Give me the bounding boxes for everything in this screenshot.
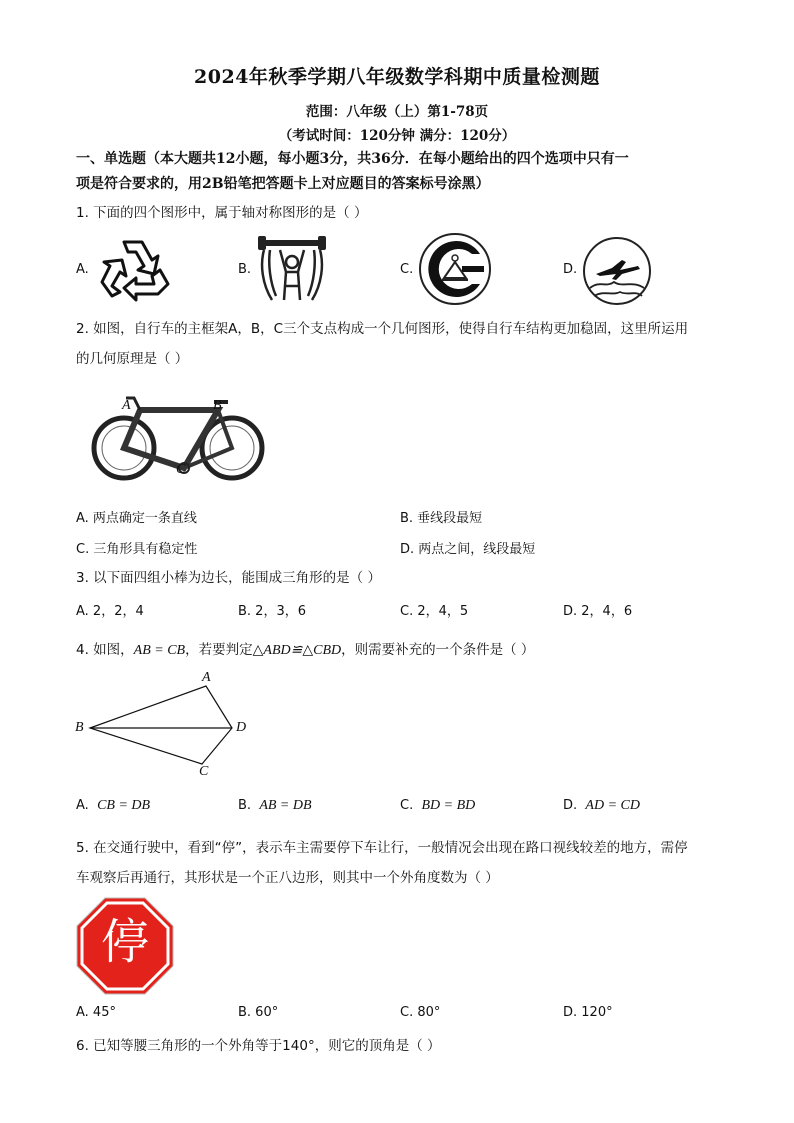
q2-option-b[interactable]: B. 垂线段最短 xyxy=(400,511,483,526)
q5-option-b[interactable]: B. 60° xyxy=(238,1005,279,1020)
exam-time-score: （考试时间：120分钟 满分：120分） xyxy=(278,128,516,144)
q4-option-d-letter: D. xyxy=(563,798,578,813)
recycle-icon xyxy=(94,234,174,304)
q4-stem-post: ，则需要补充的一个条件是（ ） xyxy=(341,642,535,658)
q2-option-d[interactable]: D. 两点之间，线段最短 xyxy=(400,542,536,557)
kite-point-d: D xyxy=(236,720,247,735)
exam-title: 2024年秋季学期八年级数学科期中质量检测题 xyxy=(194,66,600,88)
q2-option-a[interactable]: A. 两点确定一条直线 xyxy=(76,511,197,526)
section-heading-line2: 项是符合要求的，用2B铅笔把答题卡上对应题目的答案标号涂黑） xyxy=(76,176,490,192)
q4-option-a-expr: CB = DB xyxy=(97,798,151,813)
weightlifter-icon xyxy=(256,234,328,306)
q5-stem-line1: 5. 在交通行驶中，看到“停”，表示车主需要停下车让行，一般情况会出现在路口视线较差的地方，需停 xyxy=(76,840,688,856)
kite-point-a: A xyxy=(202,670,211,685)
q4-stem-pre: 4. 如图， xyxy=(76,642,134,658)
question-4-stem xyxy=(76,635,726,666)
q5-option-d[interactable]: D. 120° xyxy=(563,1005,613,1020)
q4-option-d-expr: AD = CD xyxy=(585,798,640,813)
q4-condition: AB = CB xyxy=(133,643,186,658)
q5-option-a[interactable]: A. 45° xyxy=(76,1005,116,1020)
airplane-icon xyxy=(582,236,652,306)
q5-option-c[interactable]: C. 80° xyxy=(400,1005,441,1020)
question-6-stem: 6. 已知等腰三角形的一个外角等于140°，则它的顶角是（ ） xyxy=(76,1038,441,1054)
q4-option-c-letter: C. xyxy=(400,798,414,813)
q4-option-b-expr: AB = DB xyxy=(259,798,312,813)
kite-point-c: C xyxy=(199,764,209,779)
question-1-stem: 1. 下面的四个图形中，属于轴对称图形的是（ ） xyxy=(76,205,368,221)
q5-stem-line2: 车观察后再通行，其形状是一个正八边形，则其中一个外角度数为（ ） xyxy=(76,870,499,886)
q2-stem-line1: 2. 如图，自行车的主框架A，B，C三个支点构成一个几何图形，使得自行车结构更加稳固，这里所运用 xyxy=(76,321,689,337)
q3-option-d[interactable]: D. 2，4，6 xyxy=(563,604,633,619)
q4-congruence: △ABD≌△CBD xyxy=(252,643,342,658)
q1-option-b-label[interactable]: B. xyxy=(238,262,252,277)
q1-option-a-label[interactable]: A. xyxy=(76,262,89,277)
q4-option-c-expr: BD = BD xyxy=(421,798,476,813)
q1-option-c-label[interactable]: C. xyxy=(400,262,414,277)
q4-option-a[interactable] xyxy=(76,798,150,814)
q3-option-b[interactable]: B. 2，3，6 xyxy=(238,604,306,619)
bike-point-b: B xyxy=(213,398,222,413)
bike-point-c: C xyxy=(176,462,186,477)
q4-option-c[interactable] xyxy=(400,798,475,814)
stop-sign-text: 停 xyxy=(100,914,149,970)
q1-option-d-label[interactable]: D. xyxy=(563,262,578,277)
section-heading xyxy=(76,147,726,197)
q3-option-c[interactable]: C. 2，4，5 xyxy=(400,604,469,619)
q4-stem-mid: ，若要判定 xyxy=(185,642,253,658)
section-heading-line1: 一、单选题（本大题共12小题，每小题3分，共36分．在每小题给出的四个选项中只有一 xyxy=(76,151,629,167)
logo-c-icon xyxy=(418,232,492,306)
bike-point-a: A xyxy=(122,398,131,413)
kite-figure xyxy=(90,684,240,768)
q2-option-c[interactable]: C. 三角形具有稳定性 xyxy=(76,542,198,557)
question-2-stem xyxy=(76,314,726,374)
q2-stem-line2: 的几何原理是（ ） xyxy=(76,351,189,367)
q3-option-a[interactable]: A. 2，2，4 xyxy=(76,604,144,619)
question-3-stem: 3. 以下面四组小棒为边长，能围成三角形的是（ ） xyxy=(76,570,381,586)
question-5-stem xyxy=(76,833,726,893)
q4-option-b[interactable] xyxy=(238,798,312,814)
q4-option-b-letter: B. xyxy=(238,798,252,813)
exam-scope: 范围：八年级（上）第1-78页 xyxy=(305,104,489,120)
q4-option-a-letter: A. xyxy=(76,798,89,813)
q4-option-d[interactable] xyxy=(563,798,640,814)
kite-point-b: B xyxy=(75,720,84,735)
